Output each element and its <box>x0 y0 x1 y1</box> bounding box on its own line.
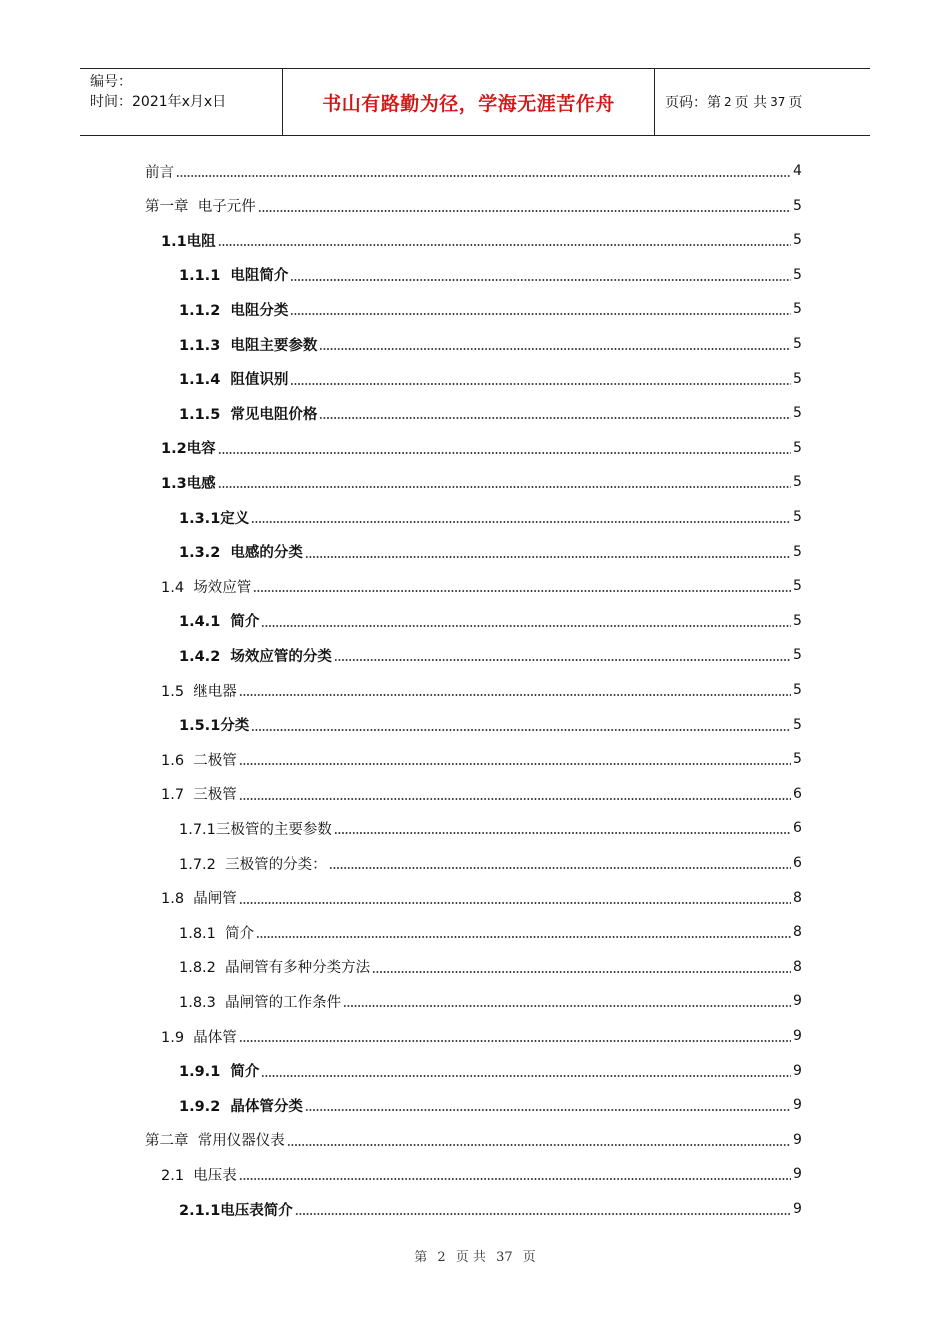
toc-entry-page: 6 <box>793 855 802 871</box>
toc-leader-dots <box>239 891 791 905</box>
toc-leader-dots <box>261 614 791 628</box>
toc-entry-label: 1.7.1三极管的主要参数 <box>179 821 332 838</box>
toc-leader-dots <box>218 233 791 247</box>
toc-entry-label: 1.8.2 晶闸管有多种分类方法 <box>179 960 371 977</box>
toc-entry-label: 1.4.2 场效应管的分类 <box>179 648 332 665</box>
toc-entry[interactable] <box>0 431 950 465</box>
toc-leader-dots <box>334 648 791 662</box>
toc-leader-dots <box>290 302 791 316</box>
toc-entry-label: 1.8 晶闸管 <box>161 891 237 908</box>
toc-entry-page: 5 <box>793 751 802 768</box>
toc-leader-dots <box>290 372 791 386</box>
header-page-info <box>655 69 870 135</box>
header-motto: 书山有路勤为径，学海无涯苦作舟 <box>283 69 655 135</box>
toc-entry[interactable] <box>0 258 950 292</box>
toc-entry[interactable] <box>0 673 950 707</box>
footer-mid: 页 共 <box>455 1250 486 1265</box>
toc-entry[interactable] <box>0 846 950 880</box>
toc-entry-page: 5 <box>793 439 802 456</box>
toc-entry[interactable] <box>0 362 950 396</box>
toc-entry-page: 5 <box>793 405 802 422</box>
toc-entry[interactable] <box>0 915 950 949</box>
toc-leader-dots <box>305 1098 791 1112</box>
toc-leader-dots <box>218 475 791 489</box>
toc-entry-page: 6 <box>793 820 802 837</box>
toc-entry-page: 5 <box>793 543 802 560</box>
toc-entry-label: 1.1.3 电阻主要参数 <box>179 337 318 354</box>
toc-entry-label: 1.4.1 简介 <box>179 614 260 631</box>
toc-leader-dots <box>218 441 791 455</box>
toc-entry-page: 9 <box>793 1062 802 1079</box>
toc-entry-page: 9 <box>793 993 802 1010</box>
toc-entry-page: 9 <box>793 1097 802 1114</box>
toc-entry-label: 1.2电容 <box>161 441 216 458</box>
toc-entry-page: 9 <box>793 1201 802 1217</box>
page-current: 2 <box>724 95 732 109</box>
toc-entry-page: 9 <box>793 1166 802 1183</box>
toc-entry-page: 8 <box>793 889 802 906</box>
toc-entry-page: 5 <box>793 197 802 214</box>
toc-entry-page: 5 <box>793 232 802 249</box>
toc-entry-label: 1.3电感 <box>161 475 216 492</box>
document-header <box>80 68 870 136</box>
page-mid: 页 共 <box>734 95 768 111</box>
toc-leader-dots <box>253 579 791 593</box>
toc-leader-dots <box>256 925 791 939</box>
toc-entry-page: 8 <box>793 924 802 941</box>
toc-entry-page: 5 <box>793 370 802 387</box>
toc-entry-label: 1.1.1 电阻简介 <box>179 268 289 285</box>
toc-entry[interactable] <box>0 396 950 430</box>
toc-entry[interactable] <box>0 327 950 361</box>
footer-prefix: 第 <box>414 1250 428 1265</box>
page-suffix: 页 <box>788 95 803 111</box>
toc-leader-dots <box>239 787 791 801</box>
toc-entry[interactable] <box>0 1019 950 1053</box>
toc-entry[interactable] <box>0 742 950 776</box>
toc-entry[interactable] <box>0 1123 950 1157</box>
toc-entry-page: 9 <box>793 1131 802 1148</box>
toc-leader-dots <box>239 752 791 766</box>
toc-entry-page: 5 <box>793 612 802 629</box>
toc-entry-label: 1.5.1分类 <box>179 718 250 735</box>
toc-entry-label: 1.3.2 电感的分类 <box>179 545 303 562</box>
toc-entry[interactable] <box>0 465 950 499</box>
page-prefix: 页码：第 <box>665 95 721 111</box>
toc-entry-label: 2.1 电压表 <box>161 1167 237 1184</box>
toc-leader-dots <box>319 337 791 351</box>
toc-entry-page: 9 <box>793 1028 802 1044</box>
toc-leader-dots <box>334 821 791 835</box>
page-footer <box>0 1246 950 1265</box>
toc-entry-page: 4 <box>793 163 802 179</box>
toc-entry[interactable] <box>0 189 950 223</box>
toc-entry-label: 1.8.3 晶闸管的工作条件 <box>179 994 342 1011</box>
toc-entry[interactable] <box>0 708 950 742</box>
toc-entry[interactable] <box>0 569 950 603</box>
toc-leader-dots <box>372 960 791 974</box>
toc-entry[interactable] <box>0 777 950 811</box>
toc-leader-dots <box>343 994 791 1008</box>
toc-leader-dots <box>251 510 791 524</box>
toc-entry-label: 1.7.2 三极管的分类： <box>179 856 327 873</box>
toc-entry-label: 2.1.1电压表简介 <box>179 1202 293 1219</box>
toc-leader-dots <box>261 1064 791 1078</box>
toc-entry-label: 1.1电阻 <box>161 233 216 250</box>
toc-entry-page: 5 <box>793 578 802 595</box>
toc-entry-page: 5 <box>793 682 802 698</box>
toc-entry-label: 1.6 二极管 <box>161 752 237 769</box>
toc-entry-page: 6 <box>793 785 802 802</box>
toc-entry[interactable] <box>0 1192 950 1226</box>
toc-entry-label: 1.1.2 电阻分类 <box>179 302 289 319</box>
toc-leader-dots <box>295 1202 791 1216</box>
toc-leader-dots <box>239 1167 791 1181</box>
toc-entry-page: 5 <box>793 266 802 283</box>
toc-entry-label: 1.7 三极管 <box>161 787 237 804</box>
toc-entry[interactable] <box>0 881 950 915</box>
toc-entry-label: 1.8.1 简介 <box>179 925 255 942</box>
toc-entry-label: 1.1.4 阻值识别 <box>179 372 289 389</box>
toc-entry-page: 5 <box>793 647 802 664</box>
toc-leader-dots <box>258 199 791 213</box>
toc-entry-label: 第二章 常用仪器仪表 <box>145 1133 285 1150</box>
header-meta <box>80 69 283 135</box>
toc-entry-page: 5 <box>793 716 802 733</box>
toc-leader-dots <box>251 718 791 732</box>
toc-entry[interactable] <box>0 604 950 638</box>
toc-entry[interactable] <box>0 223 950 257</box>
toc-entry-label: 1.3.1定义 <box>179 510 250 527</box>
toc-entry[interactable] <box>0 1088 950 1122</box>
toc-entry-page: 5 <box>793 474 802 491</box>
toc-entry[interactable] <box>0 535 950 569</box>
toc-leader-dots <box>239 1029 791 1043</box>
toc-entry[interactable] <box>0 950 950 984</box>
toc-entry-label: 1.1.5 常见电阻价格 <box>179 406 318 423</box>
toc-entry[interactable] <box>0 1157 950 1191</box>
toc-entry[interactable] <box>0 500 950 534</box>
toc-entry-page: 5 <box>793 301 802 318</box>
toc-entry[interactable] <box>0 811 950 845</box>
footer-total: 37 <box>496 1250 513 1265</box>
toc-leader-dots <box>305 545 791 559</box>
page-total: 37 <box>770 95 786 109</box>
toc-leader-dots <box>287 1133 791 1147</box>
toc-leader-dots <box>239 683 791 697</box>
toc-leader-dots <box>290 268 791 282</box>
toc-entry[interactable] <box>0 154 950 188</box>
toc-entry-label: 1.9.2 晶体管分类 <box>179 1098 303 1115</box>
toc-entry-label: 1.5 继电器 <box>161 683 237 700</box>
footer-current: 2 <box>437 1250 446 1265</box>
toc-entry-label: 1.9.1 简介 <box>179 1064 260 1081</box>
toc-entry-label: 前言 <box>145 164 174 181</box>
toc-entry-label: 第一章 电子元件 <box>145 199 256 216</box>
toc-entry[interactable] <box>0 292 950 326</box>
toc-entry[interactable] <box>0 984 950 1018</box>
toc-entry-page: 5 <box>793 509 802 525</box>
toc-entry-label: 1.4 场效应管 <box>161 579 252 596</box>
toc-entry[interactable] <box>0 638 950 672</box>
footer-suffix: 页 <box>522 1250 536 1265</box>
toc-entry-label: 1.9 晶体管 <box>161 1029 237 1046</box>
toc-entry-page: 5 <box>793 336 802 352</box>
toc-leader-dots <box>329 856 791 870</box>
time-label: 时间：2021年x月x日 <box>90 94 227 110</box>
toc-entry[interactable] <box>0 1054 950 1088</box>
number-label: 编号： <box>90 74 132 90</box>
toc-leader-dots <box>319 406 791 420</box>
toc-leader-dots <box>176 164 791 178</box>
toc-entry-page: 8 <box>793 958 802 975</box>
